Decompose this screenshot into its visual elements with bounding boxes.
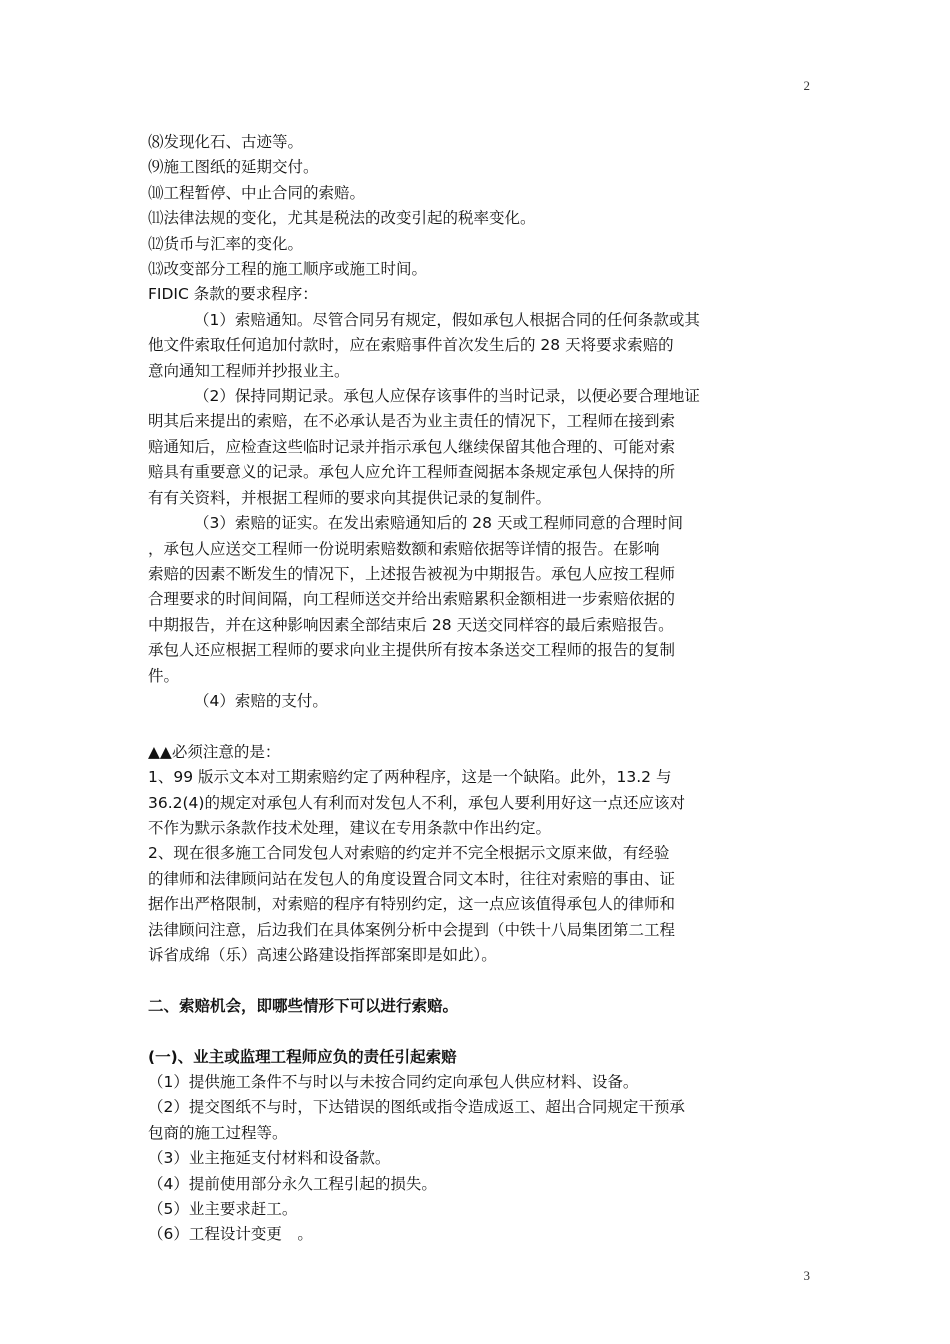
fidic-heading: FIDIC 条款的要求程序： <box>148 285 318 304</box>
note-line: 不作为默示条款作技术处理，建议在专用条款中作出约定。 <box>148 818 552 837</box>
list-item: ⑽工程暂停、中止合同的索赔。 <box>148 183 366 202</box>
paragraph-line: （3）索赔的证实。在发出索赔通知后的 28 天或工程师同意的合理时间 <box>194 514 683 533</box>
subsection-heading: (一)、业主或监理工程师应负的责任引起索赔 <box>148 1047 457 1066</box>
paragraph-line: 承包人还应根据工程师的要求向业主提供所有按本条送交工程师的报告的复制 <box>148 641 676 660</box>
paragraph-line: 合理要求的时间间隔，向工程师送交并给出索赔累积金额相进一步索赔依据的 <box>148 590 676 609</box>
paragraph-line: 索赔的因素不断发生的情况下，上述报告被视为中期报告。承包人应按工程师 <box>148 564 676 583</box>
note-line: 据作出严格限制，对索赔的程序有特别约定，这一点应该值得承包人的律师和 <box>148 895 676 914</box>
list-item: （2）提交图纸不与时，下达错误的图纸或指令造成返工、超出合同规定干预承 <box>148 1098 685 1117</box>
note-line: 2、现在很多施工合同发包人对索赔的约定并不完全根据示文原来做，有经验 <box>148 844 670 863</box>
list-item: 包商的施工过程等。 <box>148 1123 288 1142</box>
paragraph-line: （2）保持同期记录。承包人应保存该事件的当时记录，以便必要合理地证 <box>194 387 700 406</box>
page-number-top: 2 <box>803 78 810 93</box>
list-item: ⒀改变部分工程的施工顺序或施工时间。 <box>148 260 428 279</box>
list-item: （3）业主拖延支付材料和设备款。 <box>148 1149 391 1168</box>
list-item: （4）提前使用部分永久工程引起的损失。 <box>148 1174 437 1193</box>
paragraph-line: （1）索赔通知。尽管合同另有规定，假如承包人根据合同的任何条款或其 <box>194 310 700 329</box>
section-heading: 二、索赔机会，即哪些情形下可以进行索赔。 <box>148 996 459 1015</box>
note-line: 36.2(4)的规定对承包人有利而对发包人不利，承包人要利用好这一点还应该对 <box>148 793 685 812</box>
paragraph-line: （4）索赔的支付。 <box>194 691 328 710</box>
paragraph-line: 件。 <box>148 666 180 685</box>
note-line: 1、99 版示文本对工期索赔约定了两种程序，这是一个缺陷。此外，13.2 与 <box>148 768 672 787</box>
list-item: ⑻发现化石、古迹等。 <box>148 133 304 151</box>
page-number-bottom: 3 <box>803 1268 810 1283</box>
paragraph-line: 意向通知工程师并抄报业主。 <box>148 361 350 380</box>
note-heading: ▲▲必须注意的是： <box>148 742 281 761</box>
paragraph-line: ，承包人应送交工程师一份说明索赔数额和索赔依据等详情的报告。在影响 <box>148 539 660 558</box>
spacer <box>148 968 813 993</box>
paragraph-line: 中期报告，并在这种影响因素全部结束后 28 天送交同样容的最后索赔报告。 <box>148 615 674 634</box>
document-body <box>148 130 813 1248</box>
paragraph-line: 赔具有重要意义的记录。承包人应允许工程师查阅据本条规定承包人保持的所 <box>148 463 676 482</box>
spacer <box>148 714 813 739</box>
spacer <box>148 1019 813 1044</box>
paragraph-line: 他文件索取任何追加付款时，应在索赔事件首次发生后的 28 天将要求索赔的 <box>148 336 674 355</box>
paragraph-line: 明其后来提出的索赔，在不必承认是否为业主责任的情况下，工程师在接到索 <box>148 412 676 431</box>
list-item: （6）工程设计变更 。 <box>148 1225 313 1244</box>
list-item: ⑾法律法规的变化，尤其是税法的改变引起的税率变化。 <box>148 209 536 228</box>
list-item: （5）业主要求赶工。 <box>148 1200 298 1219</box>
paragraph-line: 有有关资料，并根据工程师的要求向其提供记录的复制件。 <box>148 488 552 507</box>
list-item: ⑼施工图纸的延期交付。 <box>148 158 319 177</box>
note-line: 的律师和法律顾问站在发包人的角度设置合同文本时，往往对索赔的事由、证 <box>148 869 676 888</box>
list-item: ⑿货币与汇率的变化。 <box>148 234 304 253</box>
list-item: （1）提供施工条件不与时以与未按合同约定向承包人供应材料、设备。 <box>148 1072 639 1091</box>
note-line: 诉省成绵（乐）高速公路建设指挥部案即是如此）。 <box>148 945 497 964</box>
note-line: 法律顾问注意，后边我们在具体案例分析中会提到（中铁十八局集团第二工程 <box>148 920 676 939</box>
paragraph-line: 赔通知后，应检查这些临时记录并指示承包人继续保留其他合理的、可能对索 <box>148 437 676 456</box>
